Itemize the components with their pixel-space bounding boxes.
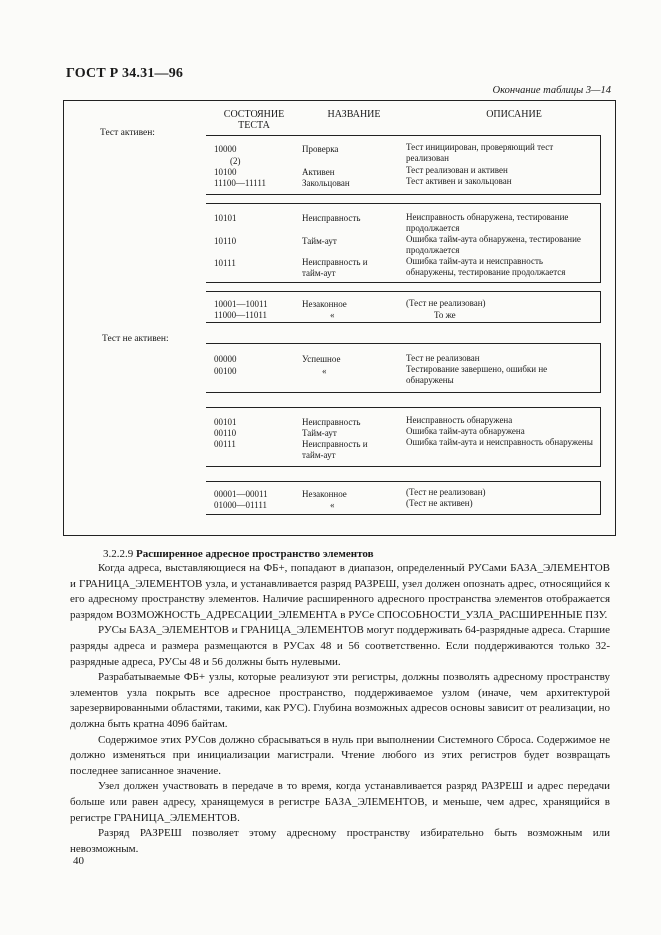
paragraph: Разрабатываемые ФБ+ узлы, которые реализуют эти регистры, должны позволять адресному пространству элементов узла покрыть все адресное пространство, поддерживаемое узлом (иначе, чем архитектурой зарезервированными областями, такими, как РУС). Глубина возможных адресов основы зависит от реализации, но должна быть кратна 4096 байтам. (70, 671, 610, 730)
col-header-name: НАЗВАНИЕ (327, 109, 381, 120)
cell-name: Незаконное (302, 299, 347, 309)
cell-name: « (330, 310, 335, 320)
state-table (63, 100, 616, 536)
cell-state: 00101 (214, 417, 237, 427)
cell-state: 00000 (214, 354, 237, 364)
cell-name: Неисправность и тайм-аут (302, 439, 368, 460)
cell-desc: Ошибка тайм-аута и неисправность обнаружены (406, 437, 593, 447)
state-group-2 (206, 203, 601, 283)
cell-name: Активен (302, 167, 335, 177)
section-body (70, 561, 610, 857)
document-id: ГОСТ Р 34.31—96 (66, 66, 184, 81)
col-header-state: СОСТОЯНИЕ ТЕСТА (223, 109, 285, 131)
cell-name: Тайм-аут (302, 236, 337, 246)
cell-state: 10000 (214, 144, 237, 154)
cell-name: Успешное (302, 354, 341, 364)
table-caption: Окончание таблицы 3—14 (492, 85, 611, 96)
cell-desc: Ошибка тайм-аута обнаружена (406, 426, 525, 436)
cell-state-note: (2) (230, 156, 241, 166)
cell-name: Проверка (302, 144, 339, 154)
cell-name: Неисправность и тайм-аут (302, 257, 368, 278)
cell-desc: Неисправность обнаружена, тестирование продолжается (406, 212, 569, 233)
cell-desc: (Тест не реализован) (406, 298, 486, 308)
paragraph: Узел должен участвовать в передаче в то время, когда устанавливается разряд РАЗРЕШ и адрес передачи больше или равен адресу, хранящемуся в регистре БАЗА_ЭЛЕМЕНТОВ, и меньше, чем адрес, хранящийся в регистре ГРАНИЦА_ЭЛЕМЕНТОВ. (70, 780, 610, 824)
paragraph: РУСы БАЗА_ЭЛЕМЕНТОВ и ГРАНИЦА_ЭЛЕМЕНТОВ могут поддерживать 64-разрядные адреса. Старшие разряды адреса и размера размещаются в РУСах 48 и 56 соответственно. Если поддерживаются только 32-разрядные адреса, РУСы 48 и 56 должны быть нулевыми. (70, 624, 610, 668)
cell-state: 10001—10011 (214, 299, 268, 309)
cell-state: 10110 (214, 236, 237, 246)
cell-desc: Тестирование завершено, ошибки не обнаружены (406, 364, 548, 385)
label-test-active: Тест активен: (100, 128, 155, 138)
cell-state: 00100 (214, 366, 237, 376)
cell-desc: Тест инициирован, проверяющий тест реализован (406, 142, 554, 163)
section-title: Расширенное адресное пространство элементов (136, 548, 374, 560)
cell-desc: (Тест не активен) (406, 498, 473, 508)
cell-desc: Неисправность обнаружена (406, 415, 513, 425)
cell-name: Закольцован (302, 178, 350, 188)
cell-state: 11100—11111 (214, 178, 266, 188)
cell-desc: То же (434, 310, 456, 320)
state-group-1 (206, 135, 601, 195)
cell-name: Незаконное (302, 489, 347, 499)
paragraph: Когда адреса, выставляющиеся на ФБ+, попадают в диапазон, определенный РУСами БАЗА_ЭЛЕМЕНТОВ и ГРАНИЦА_ЭЛЕМЕНТОВ узла, и устанавливается разряд РАЗРЕШ, узел должен опознать адрес, относящийся к его адресному пространству элементов. Наличие расширенного адресного пространства элементов отображается разрядом ВОЗМОЖНОСТЬ_АДРЕСАЦИИ_ЭЛЕМЕНТА в РУСе СПОСОБНОСТИ_УЗЛА_РАСШИРЕННЫЕ ПЗУ. (70, 562, 610, 621)
state-group-6 (206, 481, 601, 515)
paragraph: Содержимое этих РУСов должно сбрасываться в нуль при выполнении Системного Сброса. Содержимое не должно изменяться при инициализации магистрали. Чтение любого из этих регистров будет возвращать последнее записанное значение. (70, 733, 610, 777)
state-group-3 (206, 291, 601, 323)
cell-state: 10100 (214, 167, 237, 177)
cell-name: Неисправность (302, 213, 361, 223)
cell-name: « (322, 366, 327, 376)
cell-state: 10111 (214, 258, 236, 268)
cell-desc: Тест реализован и активен (406, 165, 508, 175)
cell-desc: Тест активен и закольцован (406, 176, 512, 186)
page-number: 40 (73, 855, 84, 867)
cell-state: 10101 (214, 213, 237, 223)
cell-desc: Ошибка тайм-аута и неисправность обнаружены, тестирование продолжается (406, 256, 566, 277)
cell-name: « (330, 500, 335, 510)
state-group-4 (206, 343, 601, 393)
cell-desc: Тест не реализован (406, 353, 480, 363)
cell-desc: Ошибка тайм-аута обнаружена, тестирование продолжается (406, 234, 581, 255)
cell-name: Неисправность (302, 417, 361, 427)
state-group-5 (206, 407, 601, 467)
cell-desc: (Тест не реализован) (406, 487, 486, 497)
cell-state: 01000—01111 (214, 500, 267, 510)
label-test-inactive: Тест не активен: (102, 334, 169, 344)
col-header-desc: ОПИСАНИЕ (486, 109, 542, 120)
cell-state: 11000—11011 (214, 310, 267, 320)
cell-state: 00001—00011 (214, 489, 268, 499)
cell-name: Тайм-аут (302, 428, 337, 438)
paragraph: Разряд РАЗРЕШ позволяет этому адресному пространству избирательно быть возможным или невозможным. (70, 827, 610, 855)
cell-state: 00110 (214, 428, 237, 438)
cell-state: 00111 (214, 439, 236, 449)
section-number: 3.2.2.9 (103, 548, 134, 560)
section-heading (103, 548, 374, 560)
